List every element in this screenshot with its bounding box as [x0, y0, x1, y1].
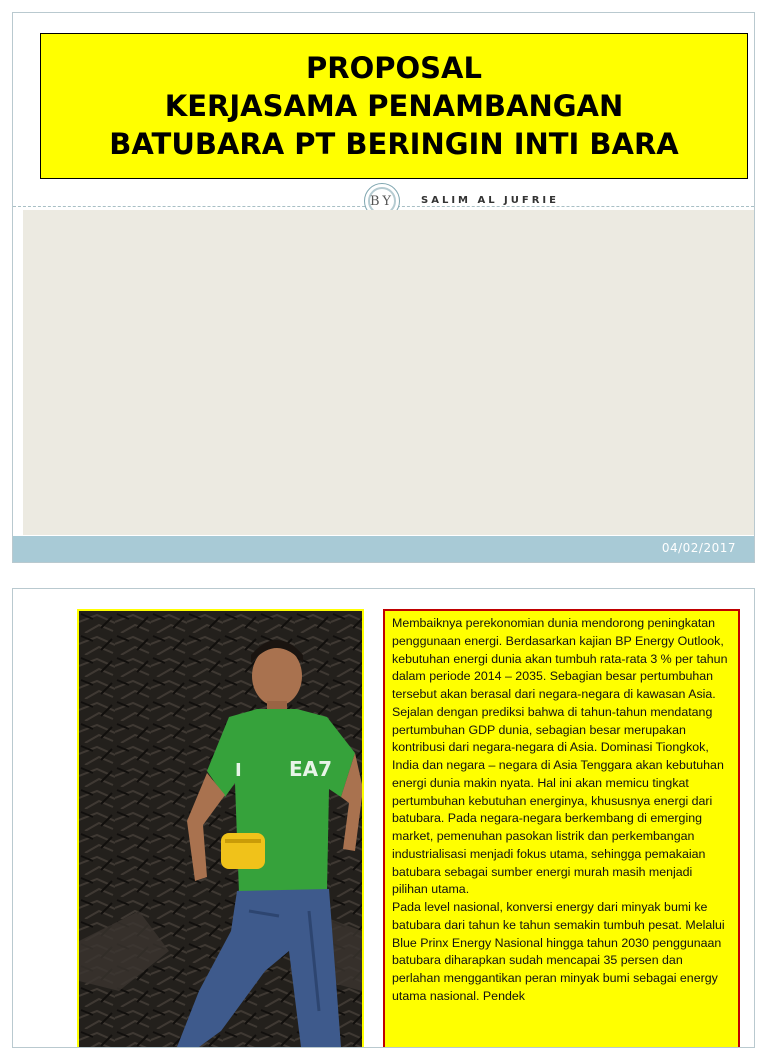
footer-bar	[13, 536, 754, 562]
content-slide	[12, 588, 755, 1048]
photo-illustration	[79, 611, 362, 1047]
man-standing-in-coal-mine-photo	[77, 609, 364, 1048]
title-box	[40, 33, 748, 179]
by-badge-label: BY	[368, 187, 396, 215]
title-line-1: PROPOSAL	[306, 51, 482, 85]
shirt-prefix: I	[235, 760, 242, 781]
paragraph-1: Membaiknya perekonomian dunia mendorong peningkatan penggunaan energi. Berdasarkan kajian BP Energy Outlook, kebutuhan energi dunia akan tumbuh rata-rata 3 % per tahun dalam periode 2014 – 2035. Sebagian besar pertumbuhan tersebut akan berasal dari negara-negara di kawasan Asia. Sejalan dengan prediksi bahwa di tahun-tahun mendatang pertumbuhan GDP dunia, sebagian besar merupakan kontribusi dari negara-negara di Asia. Dominasi Tiongkok, India dan negara – negara di Asia Tenggara akan kebutuhan energi dunia makin nyata. Hal ini akan memicu tingkat pertumbuhan kebutuhan energinya, khususnya energi dari batubara. Pada negara-negara berkembang di emerging market, pemenuhan pasokan listrik dan perkembangan industrialisasi menjadi fokus utama, sehingga pemakaian batubara sebagai sumber energi murah masih menjadi pilihan utama.	[392, 616, 728, 897]
title-line-2: KERJASAMA PENAMBANGAN	[164, 89, 624, 123]
slide-date: 04/02/2017	[661, 541, 736, 555]
content-placeholder	[23, 210, 755, 535]
author-name: SALIM AL JUFRIE	[421, 195, 559, 206]
title-line-3: BATUBARA PT BERINGIN INTI BARA	[109, 127, 679, 161]
paragraph-2: Pada level nasional, konversi energy dari minyak bumi ke batubara dari tahun ke tahun semakin tumbuh pesat. Melalui Blue Prinx Energy Nasional hingga tahun 2030 penggunaan batubara diharapkan sudah mencapai 35 persen dan perlahan menggantikan peran minyak bumi sebagai energy utama nasional. Pendek	[392, 900, 725, 1003]
intro-text-box	[383, 609, 740, 1048]
title-slide	[12, 12, 755, 563]
shirt-logo: EA7	[289, 757, 333, 781]
